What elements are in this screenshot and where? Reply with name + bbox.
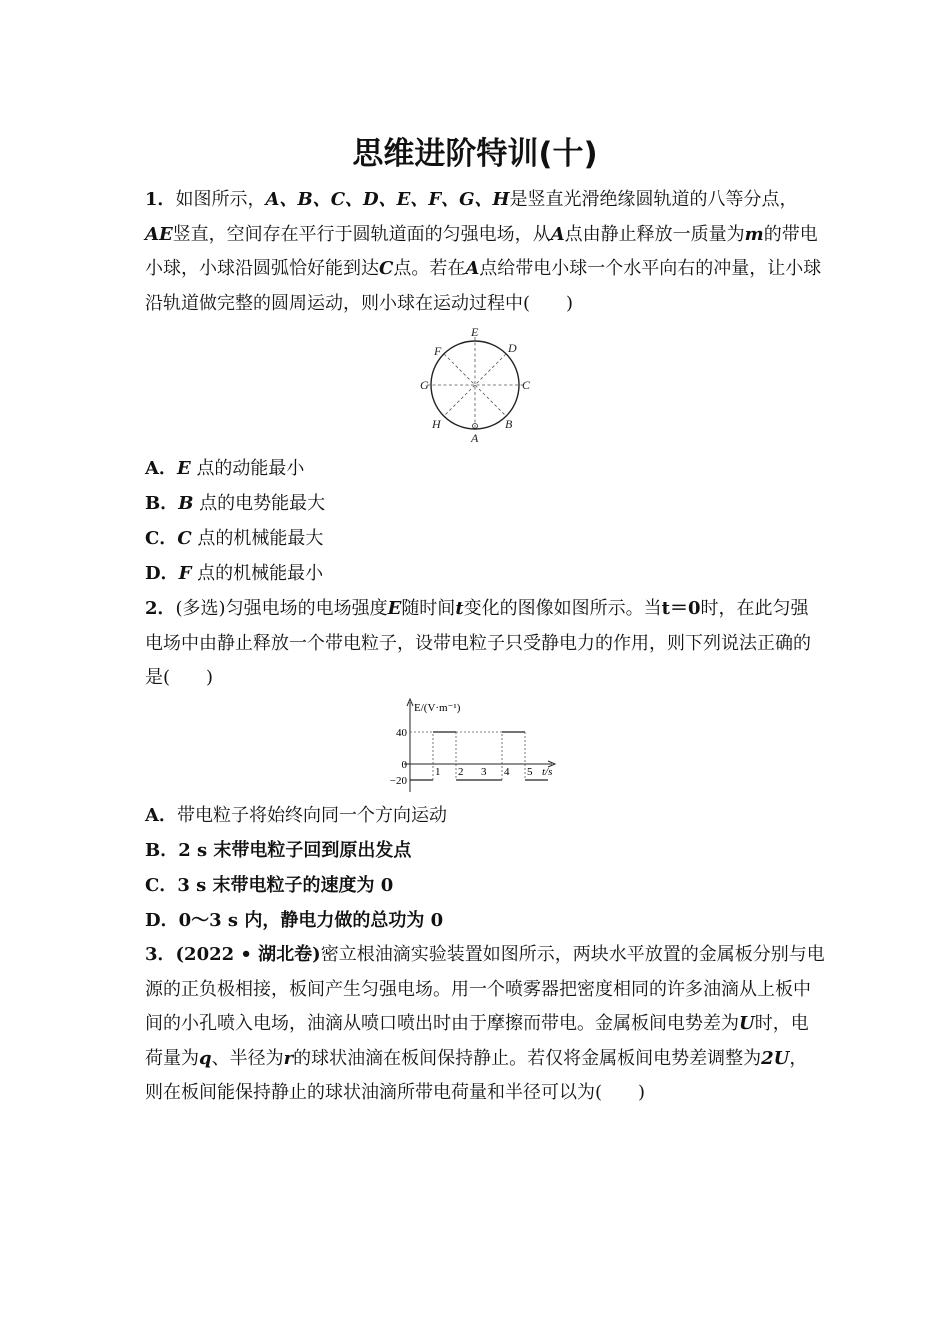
q2-option-b: B．2 s 末带电粒子回到原出发点 [145, 840, 412, 861]
question-2-text: 2．(多选)匀强电场的电场强度E随时间t变化的图像如图所示。当t＝0时，在此匀强电场中由静止释放一个带电粒子，设带电粒子只受静电力的作用，则下列说法正确的是( ) [145, 598, 811, 689]
question-number: 3． [145, 944, 176, 965]
label-d: D [508, 341, 517, 355]
label-f: F [434, 344, 442, 358]
q2-option-d: D．0～3 s 内，静电力做的总功为 0 [145, 910, 444, 931]
x-tick-label: 2 [458, 766, 464, 778]
label-e: E [471, 325, 479, 339]
question-number: 2． [145, 598, 176, 619]
y-tick-label: −20 [389, 775, 407, 787]
label-b: B [505, 417, 513, 431]
q1-option-d: D．F 点的机械能最小 [145, 563, 324, 584]
label-a: A [471, 431, 479, 445]
label-c: C [522, 378, 531, 392]
q1-option-a: A．E 点的动能最小 [145, 458, 305, 479]
x-axis-label: t/s [542, 766, 553, 778]
question-3-text: 3．(2022 • 湖北卷)密立根油滴实验装置如图所示，两块水平放置的金属板分别与电源的正负极相接，板间产生匀强电场。用一个喷雾器把密度相同的许多油滴从上板中间的小孔喷入电场，油滴从喷口喷出时由于摩擦而带电。金属板间电势差为U时，电荷量为q、半径为r的球状油滴在板间保持静止。若仅将金属板间电势差调整为2U，则在板间能保持静止的球状油滴所带电荷量和半径可以为( ) [145, 944, 825, 1104]
q1-option-c: C．C 点的机械能最大 [145, 528, 324, 549]
label-h: H [432, 417, 441, 431]
x-tick-label: 1 [435, 766, 441, 778]
x-tick-label: 3 [481, 766, 487, 778]
page-title: 思维进阶特训(十) [352, 136, 598, 172]
x-tick-label: 4 [504, 766, 510, 778]
y-tick-label: 0 [401, 759, 407, 771]
x-tick-label: 5 [527, 766, 533, 778]
q2-option-a: A．带电粒子将始终向同一个方向运动 [145, 805, 447, 826]
label-g: G [420, 378, 429, 392]
y-axis-label: E/(V·m⁻¹) [414, 702, 461, 714]
circle-track-figure [416, 325, 536, 447]
question-1-text: 1．如图所示，A、B、C、D、E、F、G、H是竖直光滑绝缘圆轨道的八等分点，AE竖直，空间存在平行于圆轨道面的匀强电场，从A点由静止释放一质量为m的带电小球，小球沿圆弧恰好能到达C点。若在A点给带电小球一个水平向右的冲量，让小球沿轨道做完整的圆周运动，则小球在运动过程中( ) [145, 189, 822, 314]
y-tick-label: 40 [396, 727, 407, 739]
question-source: (2022 • 湖北卷) [175, 944, 321, 965]
e-t-chart [380, 696, 570, 798]
q2-option-c: C．3 s 末带电粒子的速度为 0 [145, 875, 394, 896]
q1-option-b: B．B 点的电势能最大 [145, 493, 326, 514]
question-number: 1． [145, 189, 176, 210]
